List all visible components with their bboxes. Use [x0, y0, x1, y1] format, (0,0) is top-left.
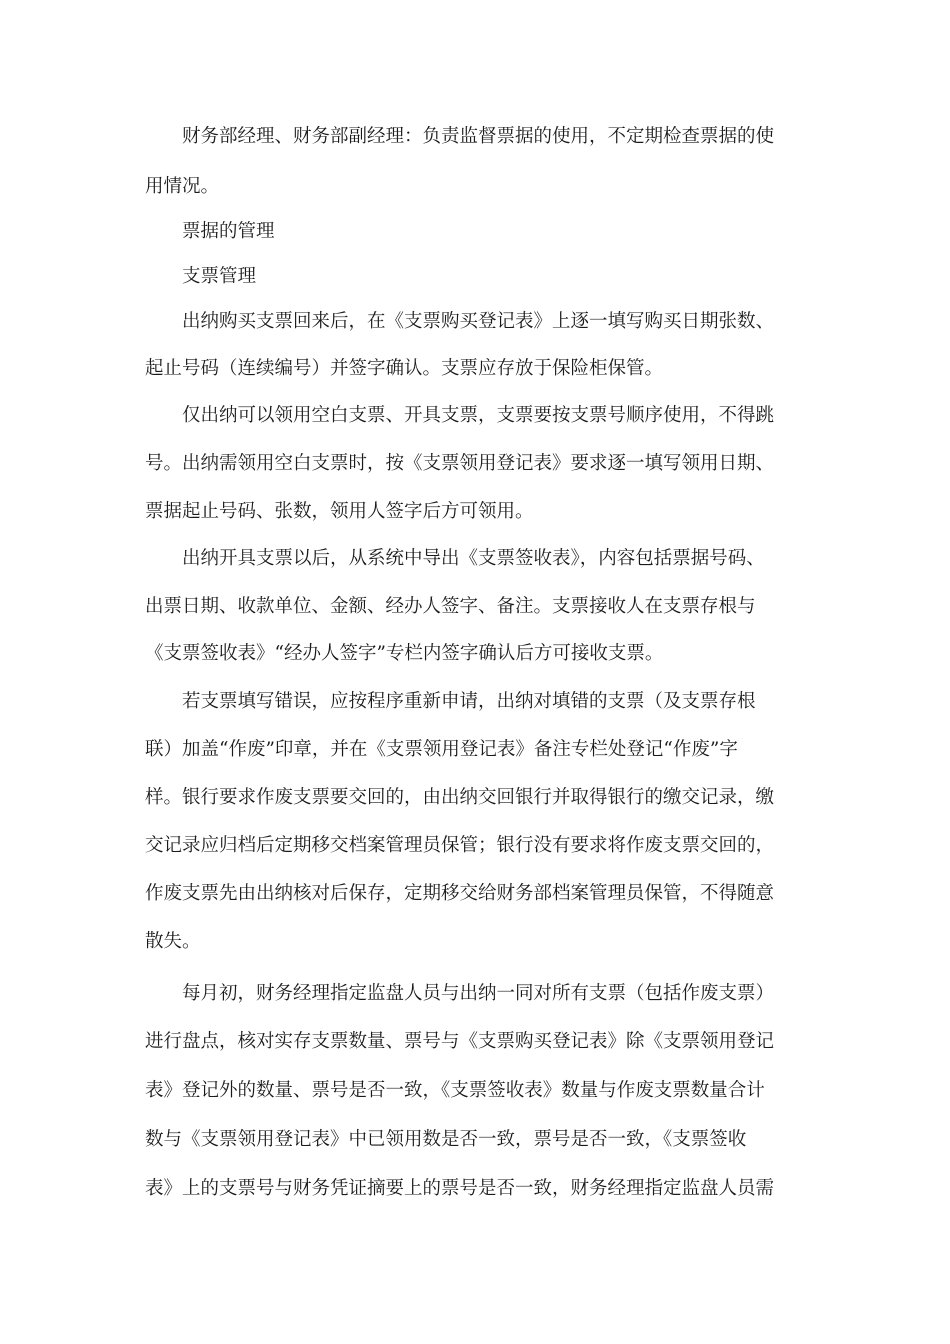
paragraph-line: 起止号码（连续编号）并签字确认。支票应存放于保险柜保管。: [145, 358, 664, 379]
paragraph-line: 出纳开具支票以后，从系统中导出《支票签收表》，内容包括票据号码、: [182, 548, 765, 569]
paragraph-line: 出票日期、收款单位、金额、经办人签字、备注。支票接收人在支票存根与: [145, 596, 756, 617]
paragraph-line: 数与《支票领用登记表》中已领用数是否一致，票号是否一致，《支票签收: [145, 1129, 747, 1150]
paragraph-line: 散失。: [145, 931, 201, 952]
paragraph-line: 交记录应归档后定期移交档案管理员保管；银行没有要求将作废支票交回的，: [145, 835, 775, 856]
paragraph-line: 财务部经理、财务部副经理：负责监督票据的使用，不定期检查票据的使: [182, 126, 775, 147]
section-heading: 票据的管理: [182, 221, 275, 242]
paragraph-line: 联）加盖“作废”印章，并在《支票领用登记表》备注专栏处登记“作废”字: [145, 739, 738, 760]
paragraph-line: 号。出纳需领用空白支票时，按《支票领用登记表》要求逐一填写领用日期、: [145, 453, 775, 474]
paragraph-line: 每月初，财务经理指定监盘人员与出纳一同对所有支票（包括作废支票）: [182, 983, 775, 1004]
paragraph-line: 《支票签收表》“经办人签字”专栏内签字确认后方可接收支票。: [145, 643, 664, 664]
paragraph-line: 票据起止号码、张数，领用人签字后方可领用。: [145, 501, 534, 522]
subsection-heading: 支票管理: [182, 266, 257, 287]
paragraph-line: 作废支票先由出纳核对后保存，定期移交给财务部档案管理员保管，不得随意: [145, 883, 775, 904]
paragraph-line: 若支票填写错误，应按程序重新申请，出纳对填错的支票（及支票存根: [182, 691, 756, 712]
paragraph-line: 表》上的支票号与财务凭证摘要上的票号是否一致，财务经理指定监盘人员需: [145, 1178, 775, 1199]
paragraph-line: 用情况。: [145, 176, 220, 197]
paragraph-line: 出纳购买支票回来后，在《支票购买登记表》上逐一填写购买日期张数、: [182, 311, 775, 332]
paragraph-line: 仅出纳可以领用空白支票、开具支票，支票要按支票号顺序使用，不得跳: [182, 405, 775, 426]
paragraph-line: 表》登记外的数量、票号是否一致，《支票签收表》数量与作废支票数量合计: [145, 1080, 765, 1101]
paragraph-line: 样。银行要求作废支票要交回的，由出纳交回银行并取得银行的缴交记录，缴: [145, 787, 775, 808]
paragraph-line: 进行盘点，核对实存支票数量、票号与《支票购买登记表》除《支票领用登记: [145, 1031, 775, 1052]
